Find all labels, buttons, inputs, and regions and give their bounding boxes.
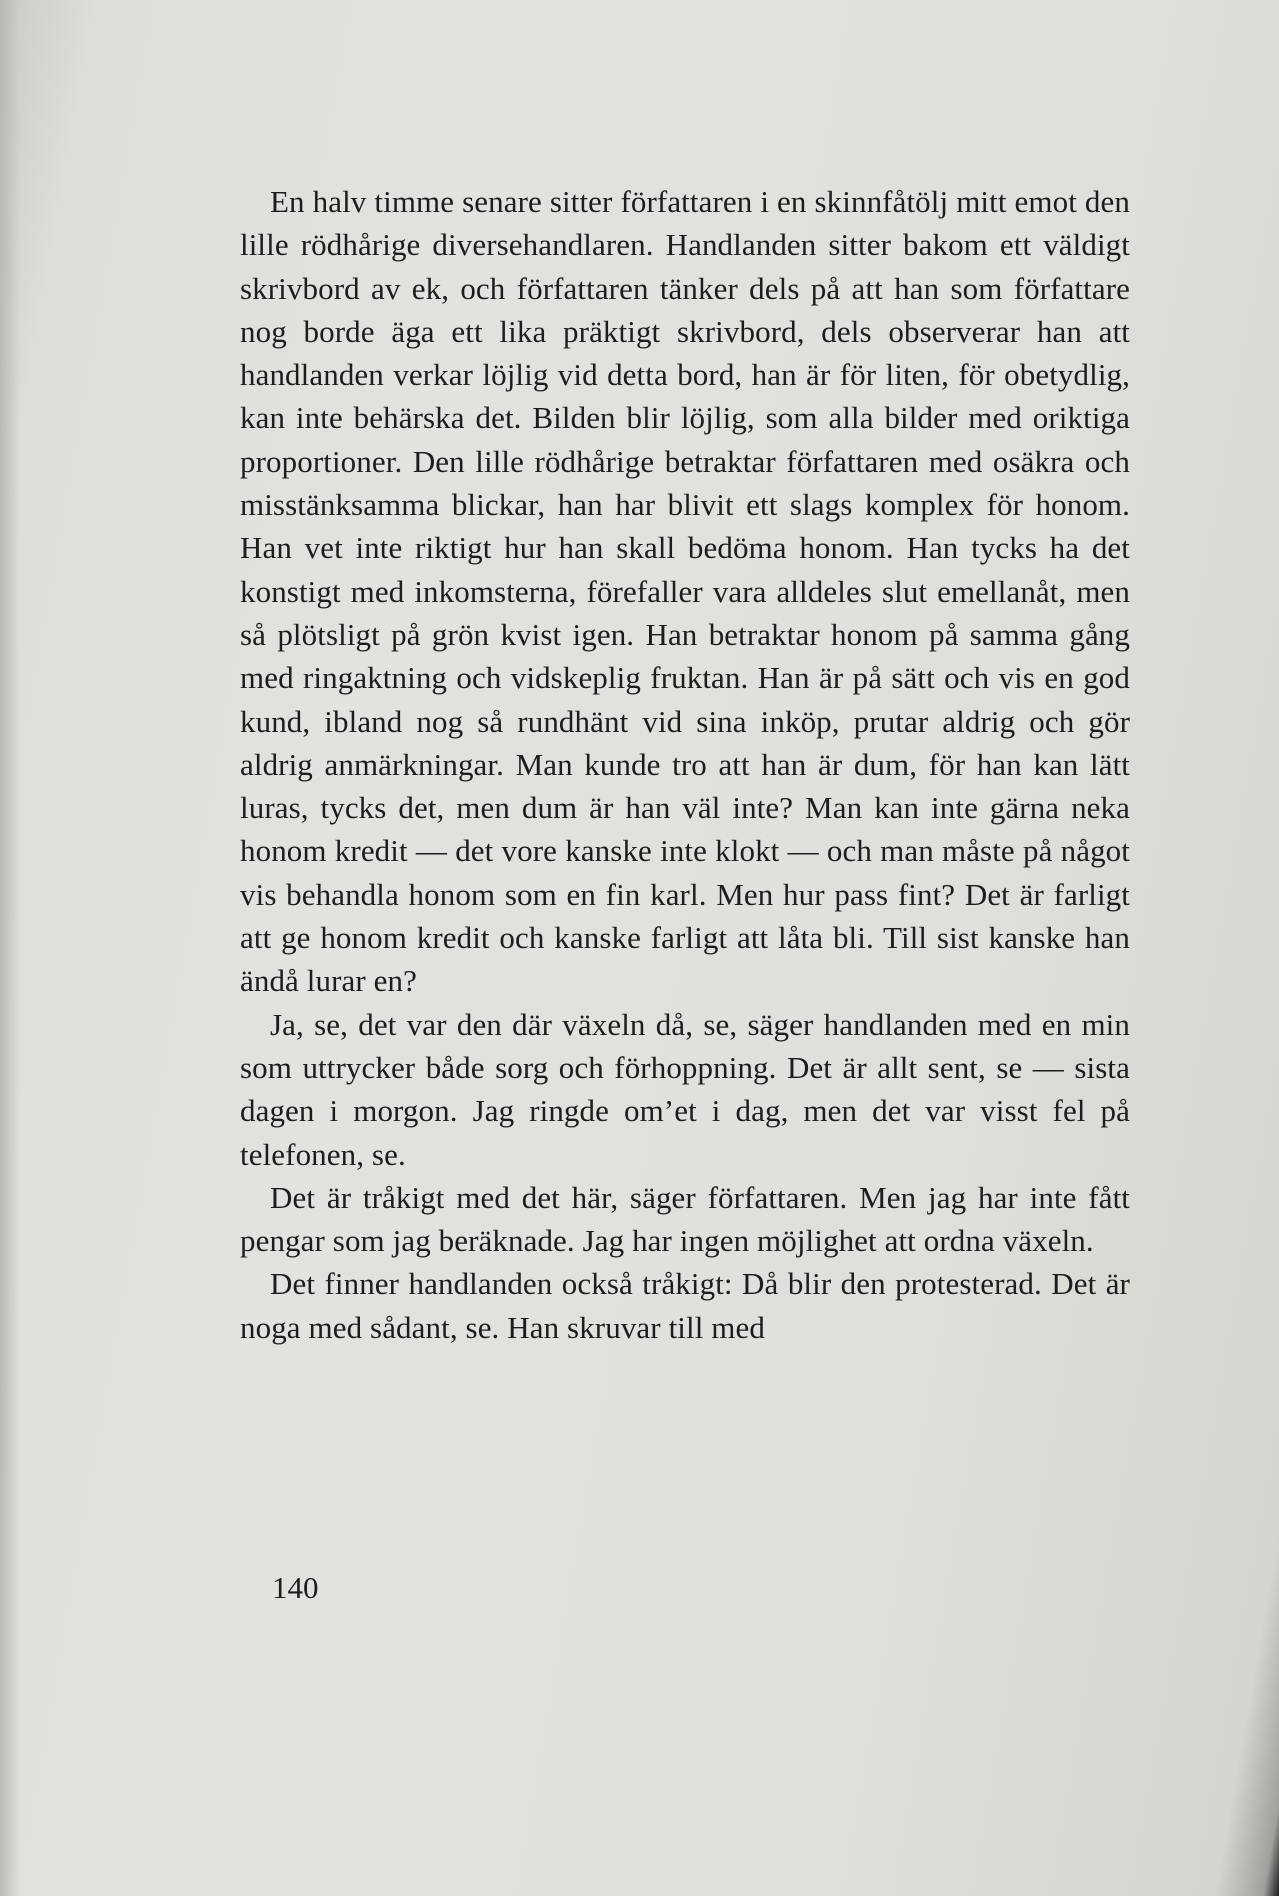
page-number: 140 [272, 1570, 319, 1605]
paragraph-3: Det är tråkigt med det här, säger författaren. Men jag har inte fått pengar som jag beräknade. Jag har ingen möjlighet att ordna växeln. [240, 1179, 1130, 1259]
gutter-shadow [0, 0, 20, 1896]
paragraph-1: En halv timme senare sitter författaren i en skinnfåtölj mitt emot den lille rödhårige diversehandlaren. Handlanden sitter bakom ett väldigt skrivbord av ek, och författaren tänker dels på att han som författare nog borde äga ett lika präktigt skrivbord, dels observerar han att handlanden verkar löjlig vid detta bord, han är för liten, för obetydlig, kan inte behärska det. Bilden blir löjlig, som alla bilder med oriktiga proportioner. Den lille rödhårige betraktar författaren med osäkra och misstänksamma blickar, han har blivit ett slags komplex för honom. Han vet inte riktigt hur han skall bedöma honom. Han tycks ha det konstigt med inkomsterna, förefaller vara alldeles slut emellanåt, men så plötsligt på grön kvist igen. Han betraktar honom på samma gång med ringaktning och vidskeplig fruktan. Han är på sätt och vis en god kund, ibland nog så rundhänt vid sina inköp, prutar aldrig och gör aldrig anmärkningar. Man kunde tro att han är dum, för han kan lätt luras, tycks det, men dum är han väl inte? Man kan inte gärna neka honom kredit — det vore kanske inte klokt — och man måste på något vis behandla honom som en fin karl. Men hur pass fint? Det är farligt att ge honom kredit och kanske farligt att låta bli. Till sist kanske han ändå lurar en? [240, 184, 1130, 999]
paragraph-2: Ja, se, det var den där växeln då, se, säger handlanden med en min som uttrycker både sorg och förhoppning. Det är allt sent, se — sista dagen i morgon. Jag ringde om’et i dag, men det var visst fel på telefonen, se. [240, 1006, 1130, 1172]
body-text [240, 180, 1130, 1349]
paragraph-4: Det finner handlanden också tråkigt: Då blir den protesterad. Det är noga med sådant, se. Han skruvar till med [240, 1266, 1130, 1345]
